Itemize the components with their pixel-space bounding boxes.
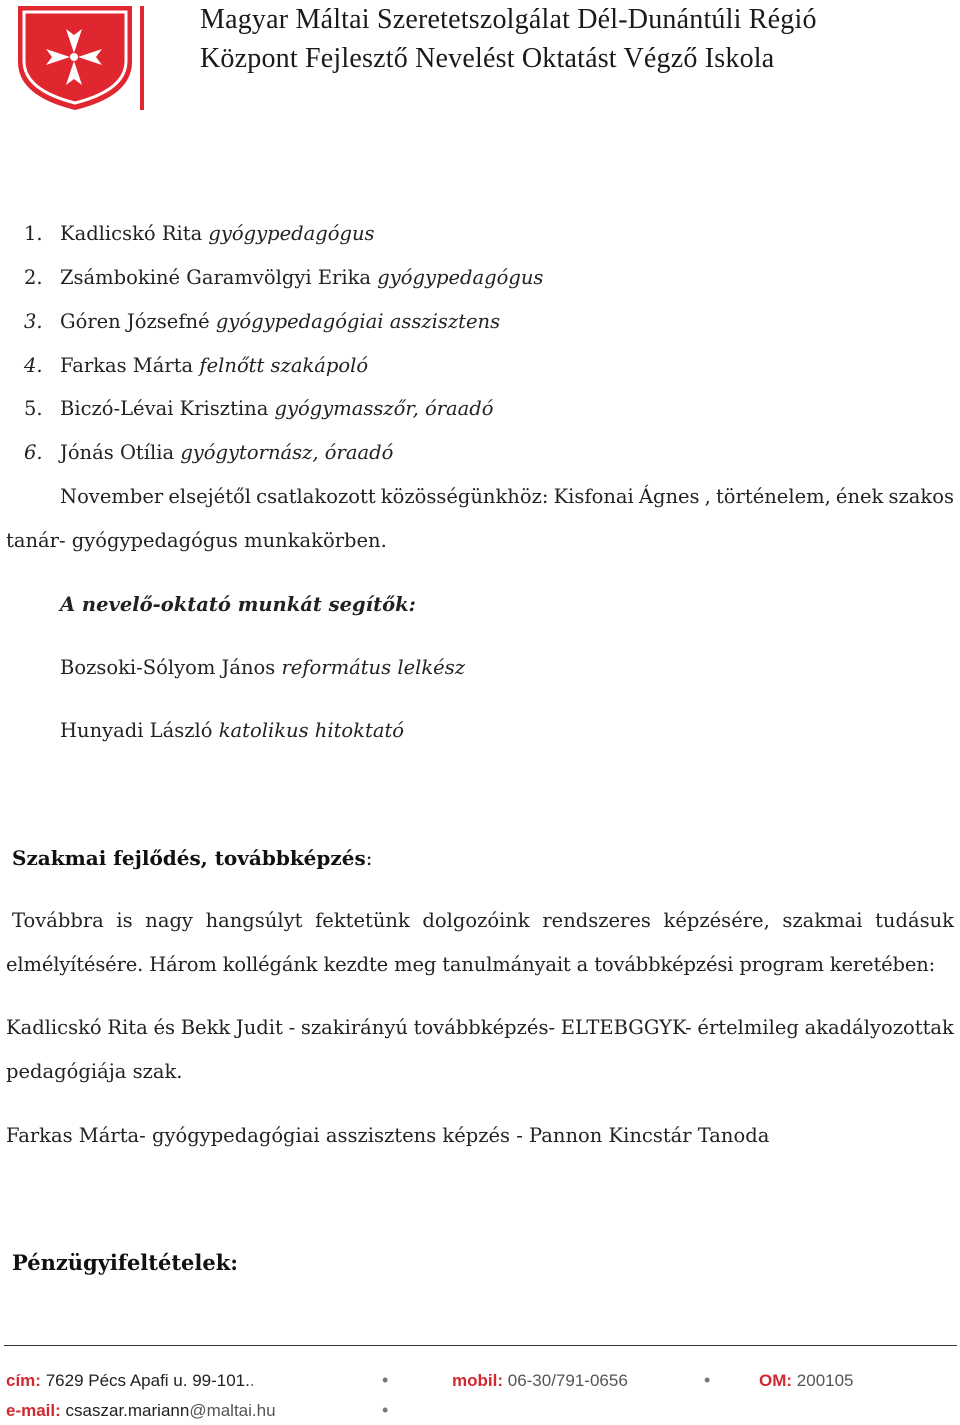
development-p1-line1: Továbbra is nagy hangsúlyt fektetünk dolgozóink rendszeres képzésére, szakmai tudásuk — [12, 909, 954, 932]
footer-bullet: • — [704, 1370, 711, 1390]
footer-email[interactable]: e-mail: csaszar.mariann@maltai.hu — [6, 1401, 276, 1420]
footer-address: cím: 7629 Pécs Apafi u. 99-101.. — [6, 1371, 255, 1390]
header-title-line1: Magyar Máltai Szeretetszolgálat Dél-Dunántúli Régió — [200, 4, 817, 35]
helper-role: katolikus hitoktató — [218, 719, 405, 742]
list-number: 1. — [24, 222, 43, 245]
november-line1: November elsejétől csatlakozott közösségünkhöz: Kisfonai Ágnes , történelem, ének szakos — [60, 485, 954, 508]
development-p1-line2: elmélyítésére. Három kollégánk kezdte meg tanulmányait a továbbképzési program keretében: — [6, 953, 936, 976]
list-item — [24, 397, 494, 420]
header-title-line2: Központ Fejlesztő Nevelést Oktatást Végző Iskola — [200, 43, 775, 74]
list-item — [24, 441, 393, 464]
staff-role: gyógypedagógiai asszisztens — [215, 310, 501, 333]
development-p2-line2: pedagógiája szak. — [6, 1060, 183, 1083]
list-number: 5. — [24, 397, 43, 420]
helper-item — [60, 719, 404, 742]
helpers-title: A nevelő-oktató munkát segítők: — [60, 593, 416, 616]
november-line2: tanár- gyógypedagógus munkakörben. — [6, 529, 387, 552]
staff-name: Kadlicskó Rita — [60, 222, 203, 245]
helper-name: Bozsoki-Sólyom János — [60, 656, 276, 679]
staff-role: felnőtt szakápoló — [199, 354, 369, 377]
footer-divider — [4, 1345, 957, 1346]
list-number: 2. — [24, 266, 43, 289]
staff-role: gyógymasszőr, óraadó — [274, 397, 494, 420]
list-item — [24, 266, 543, 289]
staff-name: Farkas Márta — [60, 354, 194, 377]
development-heading: Szakmai fejlődés, továbbképzés: — [12, 846, 373, 870]
maltese-logo — [14, 4, 146, 112]
list-item — [24, 354, 368, 377]
helper-name: Hunyadi László — [60, 719, 213, 742]
list-number: 3. — [24, 310, 43, 333]
development-p3: Farkas Márta- gyógypedagógiai asszisztens képzés - Pannon Kincstár Tanoda — [6, 1124, 770, 1147]
list-item — [24, 222, 375, 245]
development-p2-line1: Kadlicskó Rita és Bekk Judit - szakirányú továbbképzés- ELTEBGGYK- értelmileg akadályozottak — [6, 1016, 954, 1039]
footer-bullet: • — [382, 1400, 389, 1420]
footer-mobile: mobil: 06-30/791-0656 — [452, 1371, 628, 1390]
email-domain[interactable]: @maltai.hu — [189, 1401, 276, 1420]
footer-om: OM: 200105 — [759, 1371, 854, 1390]
staff-name: Zsámbokiné Garamvölgyi Erika — [60, 266, 372, 289]
list-number: 4. — [24, 354, 43, 377]
staff-name: Góren Józsefné — [60, 310, 210, 333]
helper-item — [60, 656, 465, 679]
staff-name: Biczó-Lévai Krisztina — [60, 397, 269, 420]
helper-role: református lelkész — [281, 656, 465, 679]
footer-bullet: • — [382, 1370, 389, 1390]
staff-role: gyógypedagógus — [208, 222, 375, 245]
staff-name: Jónás Otília — [60, 441, 175, 464]
list-number: 6. — [24, 441, 43, 464]
maltese-cross-icon — [14, 4, 146, 112]
staff-role: gyógytornász, óraadó — [180, 441, 394, 464]
email-link[interactable]: csaszar.mariann — [65, 1401, 190, 1420]
list-item — [24, 310, 500, 333]
staff-role: gyógypedagógus — [377, 266, 544, 289]
finance-heading: Pénzügyifeltételek: — [12, 1250, 239, 1275]
